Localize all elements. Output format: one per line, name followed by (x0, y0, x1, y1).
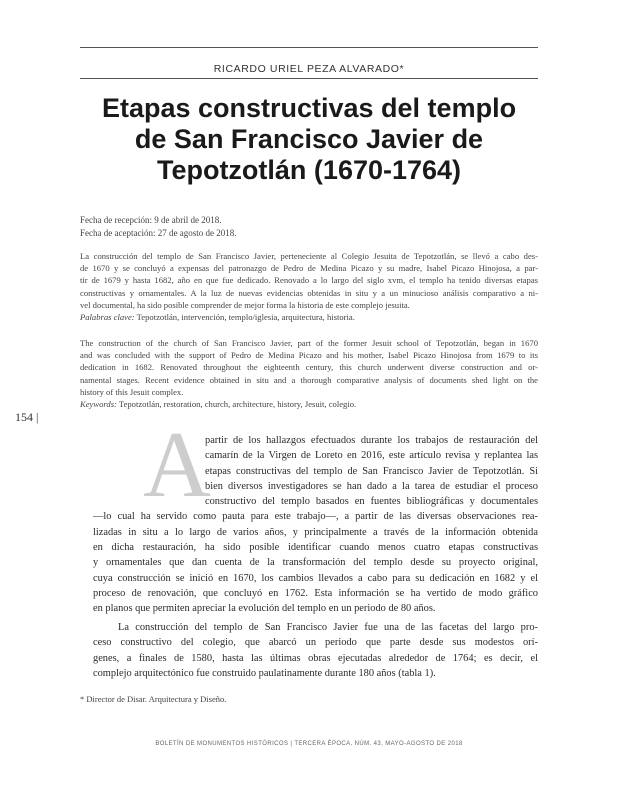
body-line: en dicha restauración, ha sido posible identificar cuando menos cuatro etapas constructivas (93, 542, 538, 554)
title-line: Etapas constructivas del templo (101, 93, 517, 123)
abstract-spanish (80, 250, 538, 323)
title-line: Tepotzotlán (1670-1764) (156, 155, 462, 185)
body-line: ceso constructivo del colegio, que abarcó un periodo que parte desde sus modestos orí- (93, 637, 538, 649)
body-line: en planos que permiten apreciar la evolución del templo en un periodo de 80 años. (93, 603, 436, 615)
abstract-line: The construction of the church of San Francisco Javier, part of the former Jesuit school of Tepotzotlán, began in 1670 (80, 338, 538, 348)
abstract-line: La construcción del templo de San Francisco Javier, perteneciente al Colegio Jesuita de Tepotzotlán, se llevó a cabo des- (80, 251, 538, 261)
body-line: bien diversos investigadores se han dado a la tarea de estudiar el proceso (205, 480, 538, 492)
body-line: complejo arquitectónico fue construido paulatinamente durante 180 años (tabla 1). (93, 667, 436, 679)
abstract-line: namental stages. Recent evidence obtained in situ and a thorough comparative analysis of documents shed light on the (80, 374, 538, 385)
submission-dates (80, 214, 236, 239)
body-line: —lo cual ha servido como pauta para este trabajo—, a partir de las diversas observaciones rea- (93, 511, 538, 523)
body-line: partir de los hallazgos efectuados durante los trabajos de restauración del (205, 435, 538, 446)
keywords-line (80, 398, 538, 410)
abstract-line: vel documental, ha sido posible comprender de mejor forma la historia de este complejo jesuita. (80, 299, 410, 310)
body-line: constructivo del templo basados en fuentes bibliográficas y documentales (205, 496, 538, 508)
keywords-text: Tepotzotlán, intervención, templo/iglesia, arquitectura, historia. (136, 312, 355, 323)
page-number: 154 | (15, 410, 39, 424)
keywords-text: Tepotzotlán, restoration, church, architecture, history, Jesuit, colegio. (118, 399, 357, 410)
body-paragraph-2 (93, 620, 538, 681)
body-line: proceso de renovación, que concluyó en 1762. Esta información se ha vertido de modo gráfico (93, 587, 538, 599)
header-rule (80, 47, 538, 48)
keywords-label: Palabras clave: (80, 312, 135, 323)
article-title (80, 93, 538, 186)
abstract-line: de 1670 y se concluyó a expensas del patronazgo de Pedro de Medina Picazo y su madre, Isabel Picazo Hinojosa, a par- (80, 263, 538, 274)
body-line: genes, a finales de 1580, hasta las últimas obras ejecutadas alrededor de 1764; es decir, el (93, 652, 538, 664)
accepted-date: Fecha de aceptación: 27 de agosto de 2018. (80, 227, 237, 238)
abstract-line: tir de 1679 y hasta 1682, año en que fue dedicado. Renovado a lo largo del siglo xvm, el templo ha tenido diversas etapas (80, 275, 538, 286)
abstract-line: and was concluded with the support of Pedro de Medina Picazo and his mother, Isabel Picazo Hinojosa from 1679 to its (80, 350, 538, 361)
body-paragraph-1 (93, 433, 538, 617)
footnote: * Director de Disar. Arquitectura y Diseño. (80, 694, 227, 704)
body-line: y ornamentales que dan cuenta de la transformación del templo desde su proyecto original, (93, 557, 538, 569)
abstract-line: history of this Jesuit complex. (80, 386, 184, 397)
body-line: camarín de la Virgen de Loreto en 2016, este artículo revisa y replantea las (205, 450, 538, 462)
running-footer: BOLETÍN DE MONUMENTOS HISTÓRICOS | TERCERA ÉPOCA, NÚM. 43, MAYO-AGOSTO DE 2018 (155, 741, 463, 747)
body-line: La construcción del templo de San Francisco Javier fue una de las facetas del largo pro- (118, 622, 538, 633)
author-rule (80, 78, 538, 79)
keywords-line (80, 311, 538, 323)
received-date: Fecha de recepción: 9 de abril de 2018. (80, 215, 222, 225)
keywords-label: Keywords: (80, 399, 117, 410)
body-line: cuya construcción se inició en 1670, los cambios llevados a cabo para su dedicación en 1682 y el (93, 572, 538, 584)
body-line: lizadas in situ a lo largo de varios años, y principalmente a través de la información obtenida (93, 526, 538, 538)
abstract-line: constructivas y ornamentales. A la luz de nuevas evidencias obtenidas in situ y a un minucioso análisis comparativo a ni- (80, 287, 538, 298)
title-line: de San Francisco Javier de (134, 124, 484, 154)
drop-cap: A (143, 413, 211, 517)
body-line: etapas constructivas del templo de San Francisco Javier de Tepotzotlán. Si (205, 465, 538, 477)
abstract-english (80, 337, 538, 410)
author-name: RICARDO URIEL PEZA ALVARADO* (213, 63, 405, 75)
abstract-line: dedication in 1682. Renovated throughout the eighteenth century, this church underwent diverse construction and or- (80, 362, 538, 373)
